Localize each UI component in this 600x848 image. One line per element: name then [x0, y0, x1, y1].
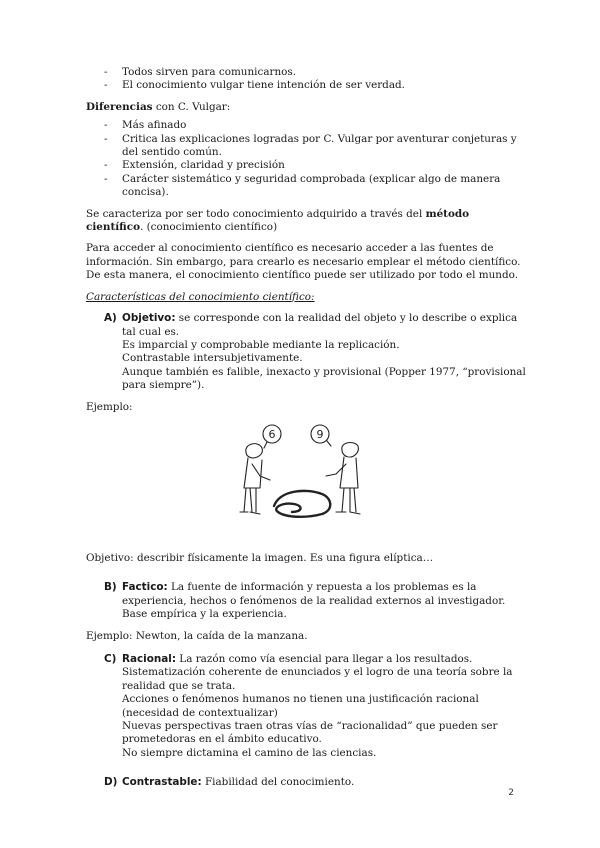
section-objetivo [86, 312, 526, 392]
illustration-figure [236, 422, 378, 526]
section-contrastable [86, 776, 526, 789]
section-first-line [122, 653, 526, 666]
section-letter: B) [104, 581, 117, 594]
left-bubble-digit: 6 [268, 427, 276, 441]
section-lead: Contrastable: [122, 776, 202, 789]
list-item: - Más afinado [86, 119, 526, 132]
section-line: Es imparcial y comprobable mediante la replicación. [122, 338, 400, 351]
left-bubble-tail [264, 442, 267, 448]
section-first-text: La fuente de información y repuesta a los problemas es la experiencia, hechos o fenómenos de la realidad externos al investigador. [122, 581, 506, 607]
diferencias-heading [86, 101, 526, 114]
intro-list [86, 66, 526, 93]
left-person [240, 444, 270, 514]
list-item: - El conocimiento vulgar tiene intención de ser verdad. [86, 79, 526, 92]
section-first-text: La razón como vía esencial para llegar a los resultados. [176, 652, 473, 665]
caracteriza-text-2: . (conocimiento científico) [140, 221, 278, 234]
list-item: - Todos sirven para comunicarnos. [86, 66, 526, 79]
section-lead: Factico: [122, 581, 168, 594]
caracteriza-text-1: Se caracteriza por ser todo conocimiento adquirido a través del [86, 207, 426, 220]
section-line: Aunque también es falible, inexacto y provisional (Popper 1977, “provisional para siempre”). [122, 365, 526, 392]
section-first-line [122, 312, 526, 339]
caracteristicas-heading: Características del conocimiento científico: [86, 290, 315, 303]
section-lead: Objetivo: [122, 312, 176, 325]
section-first-text: se corresponde con la realidad del objeto y lo describe o explica tal cual es. [122, 312, 518, 338]
diferencias-bold: Diferencias [86, 100, 153, 113]
document-body [86, 66, 526, 790]
section-line: Contrastable intersubjetivamente. [122, 352, 303, 365]
section-first-line [122, 776, 526, 789]
right-bubble-tail [327, 441, 331, 446]
section-line: Nuevas perspectivas traen otras vías de “racionalidad” que pueden ser prometedoras en el ámbito educativo. [122, 720, 498, 746]
floor-digit-label: 6 [301, 505, 303, 507]
metodo-cientifico-bold: método científico [86, 207, 470, 234]
objetivo-caption: Objetivo: describir físicamente la imagen. Es una figura elíptica… [86, 551, 434, 564]
ejemplo-label: Ejemplo: [86, 400, 133, 413]
diferencias-rest: con C. Vulgar: [152, 100, 231, 113]
section-line: Sistematización coherente de enunciados y el logro de una teoría sobre la realidad que se trata. [122, 666, 513, 692]
diferencias-list [86, 119, 526, 199]
section-line: No siempre dictamina el camino de las ciencias. [122, 746, 377, 759]
floor-digit-shape [274, 491, 330, 517]
section-first-line [122, 581, 526, 608]
list-item: - Carácter sistemático y seguridad comprobada (explicar algo de manera concisa). [86, 173, 526, 200]
six-nine-cartoon [236, 422, 378, 526]
section-letter: D) [104, 776, 118, 789]
section-racional [86, 653, 526, 760]
section-line: Acciones o fenómenos humanos no tienen una justificación racional (necesidad de contextualizar) [122, 693, 479, 719]
caracteriza-paragraph [86, 208, 526, 235]
section-factico [86, 581, 526, 621]
acceder-paragraph: Para acceder al conocimiento científico es necesario acceder a las fuentes de información. Sin embargo, para crearlo es necesario emplear el método científico. De esta manera, el conocimiento científico puede ser utilizado por todo el mundo. [86, 242, 521, 282]
ejemplo-newton: Ejemplo: Newton, la caída de la manzana. [86, 629, 308, 642]
section-first-text: Fiabilidad del conocimiento. [201, 776, 355, 789]
section-line: Base empírica y la experiencia. [122, 608, 287, 621]
section-lead: Racional: [122, 652, 176, 665]
list-item: - Extensión, claridad y precisión [86, 159, 526, 172]
section-letter: A) [104, 312, 117, 325]
section-letter: C) [104, 652, 117, 665]
right-bubble-digit: 9 [316, 427, 324, 441]
list-item: - Critica las explicaciones logradas por C. Vulgar por aventurar conjeturas y del sentido común. [86, 133, 526, 160]
page-number: 2 [508, 788, 514, 798]
